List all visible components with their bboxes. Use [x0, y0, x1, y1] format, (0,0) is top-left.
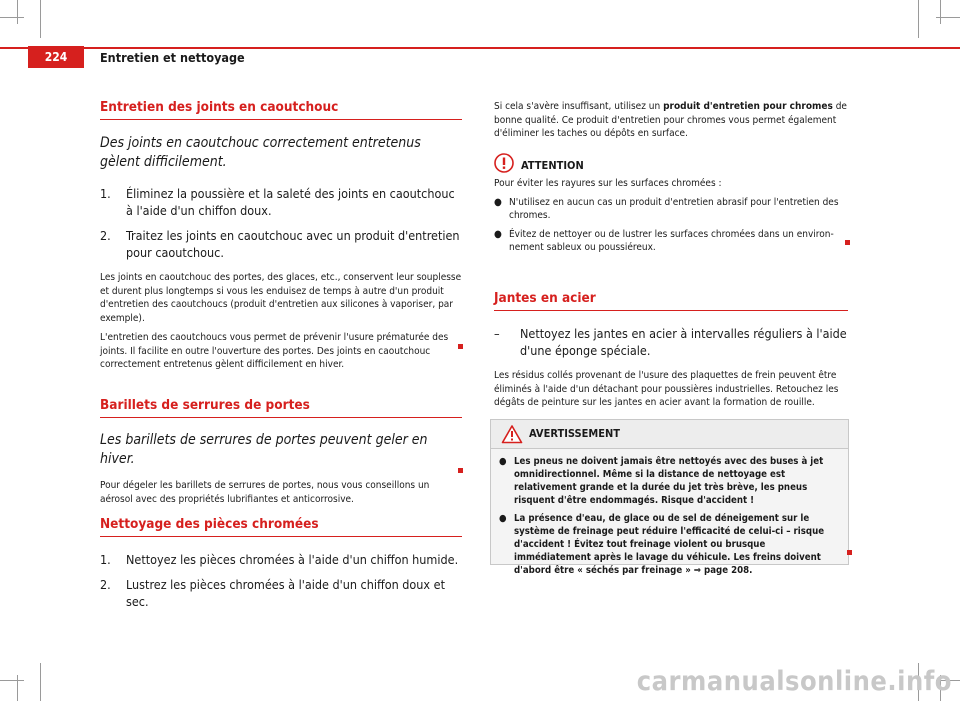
attention-title: ATTENTION [521, 159, 584, 172]
list-item: 2. Lustrez les pièces chromées à l'aide d'un chiffon doux et sec. [100, 577, 445, 609]
section-lead: Des joints en caoutchouc correctement entretenus gèlent difficilement. [100, 135, 421, 170]
list-item: ● Les pneus ne doivent jamais être nettoyés avec des buses à jet omnidirectionnel. Même si la distance de nettoyage est relativement grande et la durée du jet très brève, les pneus risquent d'être endommagés. Risque d'accident ! [499, 456, 824, 506]
list-item: ● Évitez de nettoyer ou de lustrer les surfaces chromées dans un environnement sableux ou poussiéreux. [494, 228, 834, 253]
section-title: Jantes en acier [494, 289, 848, 311]
list-item: ● La présence d'eau, de glace ou de sel de déneigement sur le système de freinage peut réduire l'efficacité de celui-ci – risque d'accident ! Évitez tout freinage violent ou brusque immédiatement après le lavage du véhicule. Les freins doivent d'abord être « séchés par freinage » ⇒ page 208. [499, 513, 825, 576]
section-end-mark [458, 344, 463, 349]
section-lead: Les barillets de serrures de portes peuvent geler en hiver. [100, 432, 428, 467]
paragraph: Les résidus collés provenant de l'usure des plaquettes de frein peuvent être éliminés à l'aide d'un détachant pour poussières industrielles. Retouchez les dégâts de peinture sur les jantes en acier avant la formation de rouille. [494, 370, 839, 408]
step-list [100, 551, 462, 610]
list-item: ● N'utilisez en aucun cas un produit d'entretien abrasif pour l'entretien des chromes. [494, 196, 839, 221]
section-end-mark [845, 240, 850, 245]
section-title: Entretien des joints en caoutchouc [100, 98, 462, 120]
warning-triangle-icon [501, 424, 523, 444]
attention-intro: Pour éviter les rayures sur les surfaces chromées : [494, 178, 722, 189]
warning-header [491, 420, 848, 449]
list-item: 1. Éliminez la poussière et la saleté des joints en caoutchouc à l'aide d'un chiffon doux. [100, 186, 455, 218]
warning-box [490, 419, 849, 576]
section-end-mark [847, 550, 852, 555]
section-end-mark [458, 468, 463, 473]
page-number: 224 [28, 46, 84, 68]
section-barillets [100, 396, 462, 506]
watermark: carmanualsonline.info [636, 666, 952, 697]
paragraph: Si cela s'avère insuffisant, utilisez un produit d'entretien pour chromes de bonne qualité. Ce produit d'entretien pour chromes vous permet également d'éliminer les taches ou dépôts en surface. [494, 101, 847, 139]
section-title: Nettoyage des pièces chromées [100, 515, 462, 537]
warning-content [499, 455, 841, 577]
paragraph: L'entretien des caoutchoucs vous permet de prévenir l'usure prématurée des joints. Il facilite en outre l'ouverture des portes. Des joints en caoutchouc correctement entretenus gèlent difficilement en hiver. [100, 332, 449, 370]
section-joints [100, 98, 462, 372]
section-title: Barillets de serrures de portes [100, 396, 462, 418]
warning-title: AVERTISSEMENT [529, 427, 621, 440]
chrome-intro [494, 100, 849, 141]
section-chromes [100, 515, 462, 610]
paragraph: Les joints en caoutchouc des portes, des glaces, etc., conservent leur souplesse et durent plus longtemps si vous les enduisez de temps à autre d'un produit d'entretien des caoutchoucs (produit d'entretien aux silicones à vaporiser, par exemple). [100, 272, 462, 324]
list-item: 1. Nettoyez les pièces chromées à l'aide d'un chiffon humide. [100, 552, 459, 567]
section-jantes [494, 289, 848, 410]
chapter-title: Entretien et nettoyage [100, 50, 245, 65]
list-item: – Nettoyez les jantes en acier à intervalles réguliers à l'aide d'une éponge spéciale. [494, 326, 847, 358]
step-list [100, 185, 462, 261]
page-link[interactable]: page 208 [704, 565, 750, 576]
attention-block [494, 159, 849, 255]
paragraph: Pour dégeler les barillets de serrures de portes, nous vous conseillons un aérosol avec des propriétés lubrifiantes et anticorrosive. [100, 480, 430, 505]
list-item: 2. Traitez les joints en caoutchouc avec un produit d'entretien pour caoutchouc. [100, 228, 460, 260]
